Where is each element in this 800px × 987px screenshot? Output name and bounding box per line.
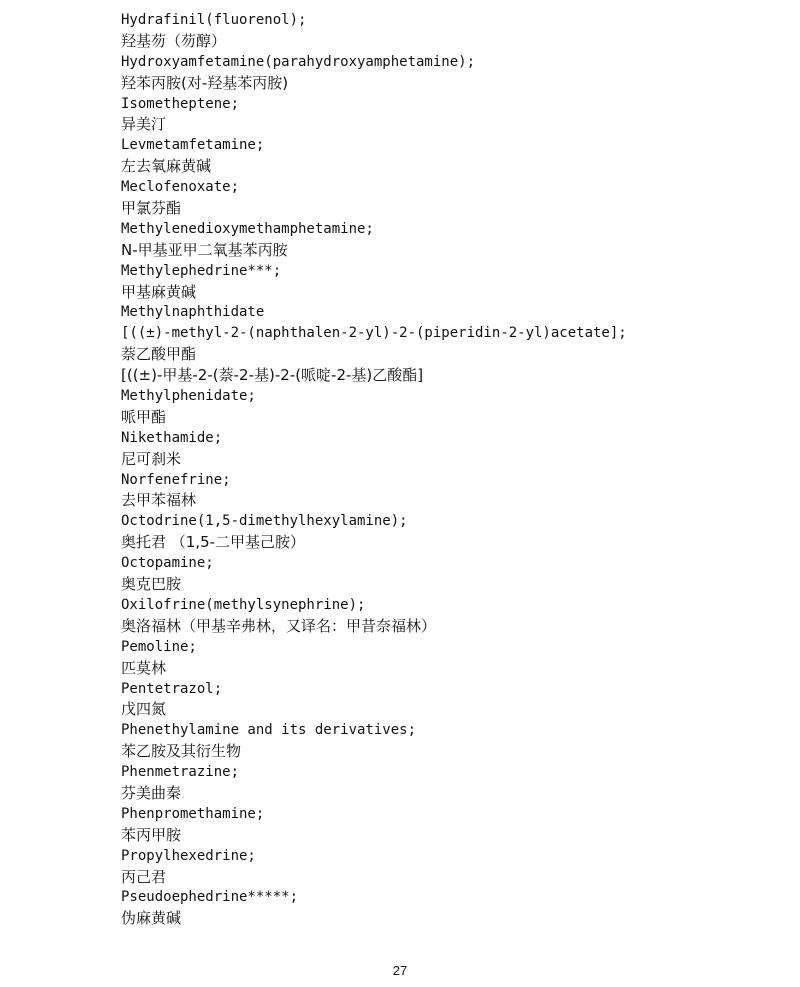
substance-name-en: Pemoline; [121,638,197,655]
substance-name-zh: 匹莫林 [121,658,167,677]
substance-name-en: Hydroxyamfetamine(parahydroxyamphetamine); [121,53,476,70]
substance-name-en: Phenpromethamine; [121,805,265,822]
substance-name-zh: 甲氯芬酯 [121,199,182,218]
substance-name-en: Nikethamide; [121,429,223,446]
substance-name-en: Pseudoephedrine*****; [121,889,299,906]
substance-name-en: Octopamine; [121,555,214,572]
substance-name-en: [((±)-methyl-2-(naphthalen-2-yl)-2-(piperidin-2-yl)acetate]; [121,325,627,342]
substance-name-en: Levmetamfetamine; [121,137,265,154]
substance-name-en: Meclofenoxate; [121,179,240,196]
substance-name-en: Methylephedrine***; [121,262,282,279]
substance-name-zh: 苯丙甲胺 [121,825,182,844]
substance-name-en: Methylnaphthidate [121,304,265,321]
substance-name-zh: 奥克巴胺 [121,575,182,594]
substance-name-zh: 哌甲酯 [121,407,167,426]
substance-name-en: Phenethylamine and its derivatives; [121,722,417,739]
substance-name-en: Phenmetrazine; [121,764,240,781]
page-number: 27 [392,963,408,978]
substance-name-zh: 异美汀 [121,115,167,134]
substance-name-zh: 左去氧麻黄碱 [121,157,212,176]
substance-name-zh: N-甲基亚甲二氧基苯丙胺 [121,240,288,259]
substance-name-zh: 伪麻黄碱 [121,909,182,928]
substance-list [121,10,781,929]
substance-name-zh: 丙己君 [121,867,167,886]
substance-name-zh: 尼可刹米 [121,449,182,468]
substance-name-zh: 奥洛福林（甲基辛弗林，又译名：甲昔奈福林） [121,616,437,635]
substance-name-en: Isometheptene; [121,95,240,112]
substance-name-zh: 苯乙胺及其衍生物 [121,742,242,761]
substance-name-en: Methylenedioxymethamphetamine; [121,220,374,237]
substance-name-zh: [((±)-甲基-2-(萘-2-基)-2-(哌啶-2-基)乙酸酯] [121,366,424,385]
substance-name-zh: 甲基麻黄碱 [121,282,197,301]
substance-name-zh: 去甲苯福林 [121,491,197,510]
substance-name-zh: 戊四氮 [121,700,167,719]
substance-name-zh: 萘乙酸甲酯 [121,345,197,364]
substance-name-en: Pentetrazol; [121,680,223,697]
substance-name-zh: 羟基芴（芴醇） [121,31,227,50]
substance-name-en: Hydrafinil(fluorenol); [121,12,307,28]
substance-name-en: Propylhexedrine; [121,847,256,864]
substance-name-en: Oxilofrine(methylsynephrine); [121,596,366,613]
substance-name-zh: 奥托君 （1,5-二甲基己胺） [121,533,306,552]
substance-name-en: Methylphenidate; [121,388,256,405]
substance-name-en: Octodrine(1,5-dimethylhexylamine); [121,513,408,530]
substance-name-zh: 羟苯丙胺(对-羟基苯丙胺) [121,73,289,92]
substance-name-en: Norfenefrine; [121,471,231,488]
substance-name-zh: 芬美曲秦 [121,783,182,802]
